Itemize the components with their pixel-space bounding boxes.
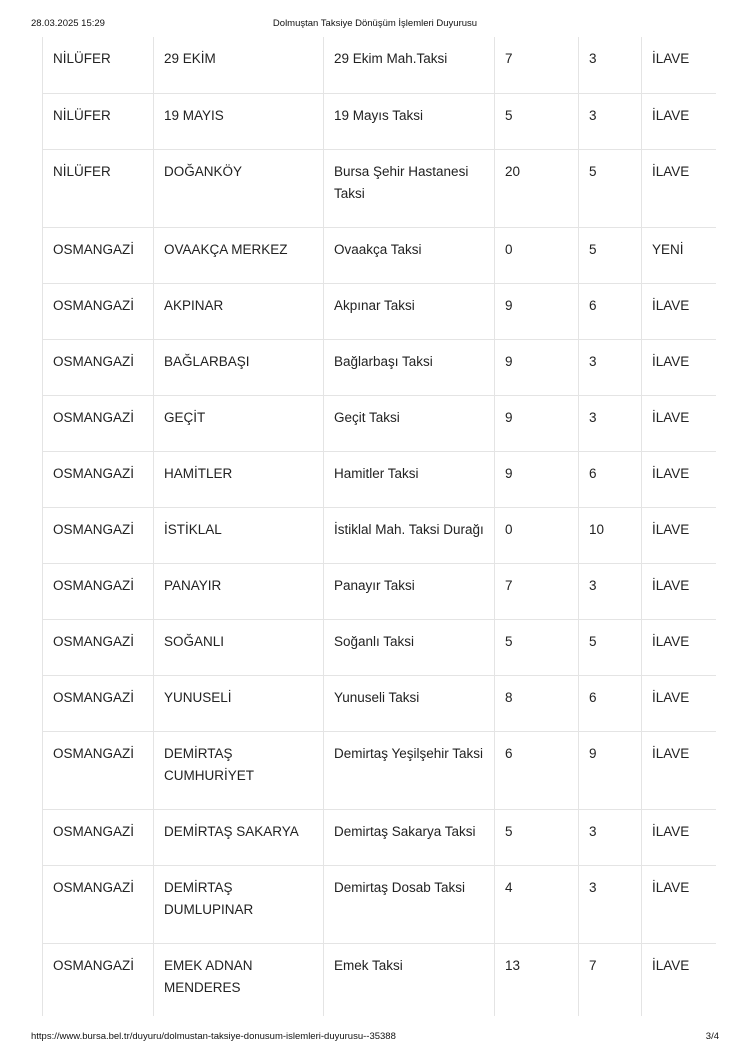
added-count-cell: 3 xyxy=(579,37,642,93)
added-count-cell: 3 xyxy=(579,339,642,395)
district-cell: OSMANGAZİ xyxy=(43,283,154,339)
neighborhood-cell: İSTİKLAL xyxy=(154,507,324,563)
taxi-stand-cell: 29 Ekim Mah.Taksi xyxy=(324,37,495,93)
neighborhood-cell: YUNUSELİ xyxy=(154,675,324,731)
type-cell: İLAVE xyxy=(642,451,717,507)
table-row xyxy=(43,731,717,809)
current-count-cell: 13 xyxy=(495,943,579,1016)
taxi-stand-cell: Geçit Taksi xyxy=(324,395,495,451)
district-cell: OSMANGAZİ xyxy=(43,507,154,563)
current-count-cell: 20 xyxy=(495,149,579,227)
neighborhood-cell: GEÇİT xyxy=(154,395,324,451)
neighborhood-cell: PANAYIR xyxy=(154,563,324,619)
type-cell: İLAVE xyxy=(642,619,717,675)
print-header xyxy=(0,18,750,32)
taxi-stand-cell: Akpınar Taksi xyxy=(324,283,495,339)
district-cell: OSMANGAZİ xyxy=(43,395,154,451)
neighborhood-cell: BAĞLARBAŞI xyxy=(154,339,324,395)
table-row xyxy=(43,37,717,93)
neighborhood-cell: 29 EKİM xyxy=(154,37,324,93)
neighborhood-cell: DEMİRTAŞ SAKARYA xyxy=(154,809,324,865)
neighborhood-cell: 19 MAYIS xyxy=(154,93,324,149)
page-number: 3/4 xyxy=(705,1031,719,1042)
current-count-cell: 5 xyxy=(495,619,579,675)
table-row xyxy=(43,675,717,731)
table-row xyxy=(43,619,717,675)
added-count-cell: 7 xyxy=(579,943,642,1016)
type-cell: İLAVE xyxy=(642,339,717,395)
type-cell: İLAVE xyxy=(642,395,717,451)
neighborhood-cell: SOĞANLI xyxy=(154,619,324,675)
neighborhood-cell: AKPINAR xyxy=(154,283,324,339)
current-count-cell: 0 xyxy=(495,507,579,563)
added-count-cell: 3 xyxy=(579,563,642,619)
current-count-cell: 9 xyxy=(495,339,579,395)
added-count-cell: 6 xyxy=(579,283,642,339)
neighborhood-cell: HAMİTLER xyxy=(154,451,324,507)
type-cell: İLAVE xyxy=(642,865,717,943)
table-row xyxy=(43,451,717,507)
taxi-stand-cell: 19 Mayıs Taksi xyxy=(324,93,495,149)
table-row xyxy=(43,149,717,227)
district-cell: OSMANGAZİ xyxy=(43,227,154,283)
type-cell: İLAVE xyxy=(642,943,717,1016)
taxi-stand-cell: Bursa Şehir Hastanesi Taksi xyxy=(324,149,495,227)
district-cell: OSMANGAZİ xyxy=(43,731,154,809)
current-count-cell: 5 xyxy=(495,93,579,149)
neighborhood-cell: OVAAKÇA MERKEZ xyxy=(154,227,324,283)
taxi-stand-cell: Hamitler Taksi xyxy=(324,451,495,507)
district-cell: OSMANGAZİ xyxy=(43,865,154,943)
table-body xyxy=(43,37,717,1016)
added-count-cell: 3 xyxy=(579,865,642,943)
added-count-cell: 5 xyxy=(579,227,642,283)
district-cell: OSMANGAZİ xyxy=(43,451,154,507)
type-cell: İLAVE xyxy=(642,149,717,227)
table-row xyxy=(43,395,717,451)
district-cell: NİLÜFER xyxy=(43,37,154,93)
taxi-stand-cell: Panayır Taksi xyxy=(324,563,495,619)
page-url: https://www.bursa.bel.tr/duyuru/dolmustan-taksiye-donusum-islemleri-duyurusu--35388 xyxy=(31,1031,396,1042)
district-cell: OSMANGAZİ xyxy=(43,675,154,731)
type-cell: İLAVE xyxy=(642,675,717,731)
document-title: Dolmuştan Taksiye Dönüşüm İşlemleri Duyurusu xyxy=(272,18,478,29)
taxi-stand-cell: Soğanlı Taksi xyxy=(324,619,495,675)
district-cell: OSMANGAZİ xyxy=(43,943,154,1016)
taxi-stand-cell: Demirtaş Dosab Taksi xyxy=(324,865,495,943)
district-cell: NİLÜFER xyxy=(43,93,154,149)
type-cell: İLAVE xyxy=(642,731,717,809)
type-cell: İLAVE xyxy=(642,809,717,865)
type-cell: İLAVE xyxy=(642,507,717,563)
table-row xyxy=(43,865,717,943)
neighborhood-cell: DEMİRTAŞ CUMHURİYET xyxy=(154,731,324,809)
print-datetime: 28.03.2025 15:29 xyxy=(31,18,105,29)
added-count-cell: 6 xyxy=(579,675,642,731)
type-cell: İLAVE xyxy=(642,283,717,339)
table-row xyxy=(43,283,717,339)
district-cell: NİLÜFER xyxy=(43,149,154,227)
table-row xyxy=(43,339,717,395)
taxi-stand-cell: Bağlarbaşı Taksi xyxy=(324,339,495,395)
added-count-cell: 5 xyxy=(579,149,642,227)
added-count-cell: 9 xyxy=(579,731,642,809)
current-count-cell: 4 xyxy=(495,865,579,943)
added-count-cell: 3 xyxy=(579,395,642,451)
current-count-cell: 8 xyxy=(495,675,579,731)
taxi-stand-cell: Ovaakça Taksi xyxy=(324,227,495,283)
added-count-cell: 6 xyxy=(579,451,642,507)
current-count-cell: 9 xyxy=(495,451,579,507)
district-cell: OSMANGAZİ xyxy=(43,563,154,619)
table-row xyxy=(43,93,717,149)
added-count-cell: 3 xyxy=(579,93,642,149)
neighborhood-cell: DOĞANKÖY xyxy=(154,149,324,227)
district-cell: OSMANGAZİ xyxy=(43,809,154,865)
table-row xyxy=(43,809,717,865)
taxi-stand-cell: Demirtaş Yeşilşehir Taksi xyxy=(324,731,495,809)
type-cell: İLAVE xyxy=(642,37,717,93)
type-cell: İLAVE xyxy=(642,563,717,619)
table-row xyxy=(43,943,717,1016)
added-count-cell: 5 xyxy=(579,619,642,675)
district-cell: OSMANGAZİ xyxy=(43,339,154,395)
current-count-cell: 7 xyxy=(495,563,579,619)
print-footer xyxy=(0,1031,750,1045)
taxi-stand-cell: Emek Taksi xyxy=(324,943,495,1016)
taxi-stand-cell: İstiklal Mah. Taksi Durağı xyxy=(324,507,495,563)
current-count-cell: 7 xyxy=(495,37,579,93)
type-cell: YENİ xyxy=(642,227,717,283)
current-count-cell: 5 xyxy=(495,809,579,865)
neighborhood-cell: EMEK ADNAN MENDERES xyxy=(154,943,324,1016)
added-count-cell: 3 xyxy=(579,809,642,865)
type-cell: İLAVE xyxy=(642,93,717,149)
taxi-stand-cell: Demirtaş Sakarya Taksi xyxy=(324,809,495,865)
current-count-cell: 9 xyxy=(495,283,579,339)
district-cell: OSMANGAZİ xyxy=(43,619,154,675)
current-count-cell: 9 xyxy=(495,395,579,451)
table-row xyxy=(43,507,717,563)
neighborhood-cell: DEMİRTAŞ DUMLUPINAR xyxy=(154,865,324,943)
current-count-cell: 0 xyxy=(495,227,579,283)
table-container xyxy=(42,37,716,1016)
taxi-conversion-table xyxy=(42,37,716,1016)
taxi-stand-cell: Yunuseli Taksi xyxy=(324,675,495,731)
current-count-cell: 6 xyxy=(495,731,579,809)
table-row xyxy=(43,227,717,283)
table-row xyxy=(43,563,717,619)
added-count-cell: 10 xyxy=(579,507,642,563)
